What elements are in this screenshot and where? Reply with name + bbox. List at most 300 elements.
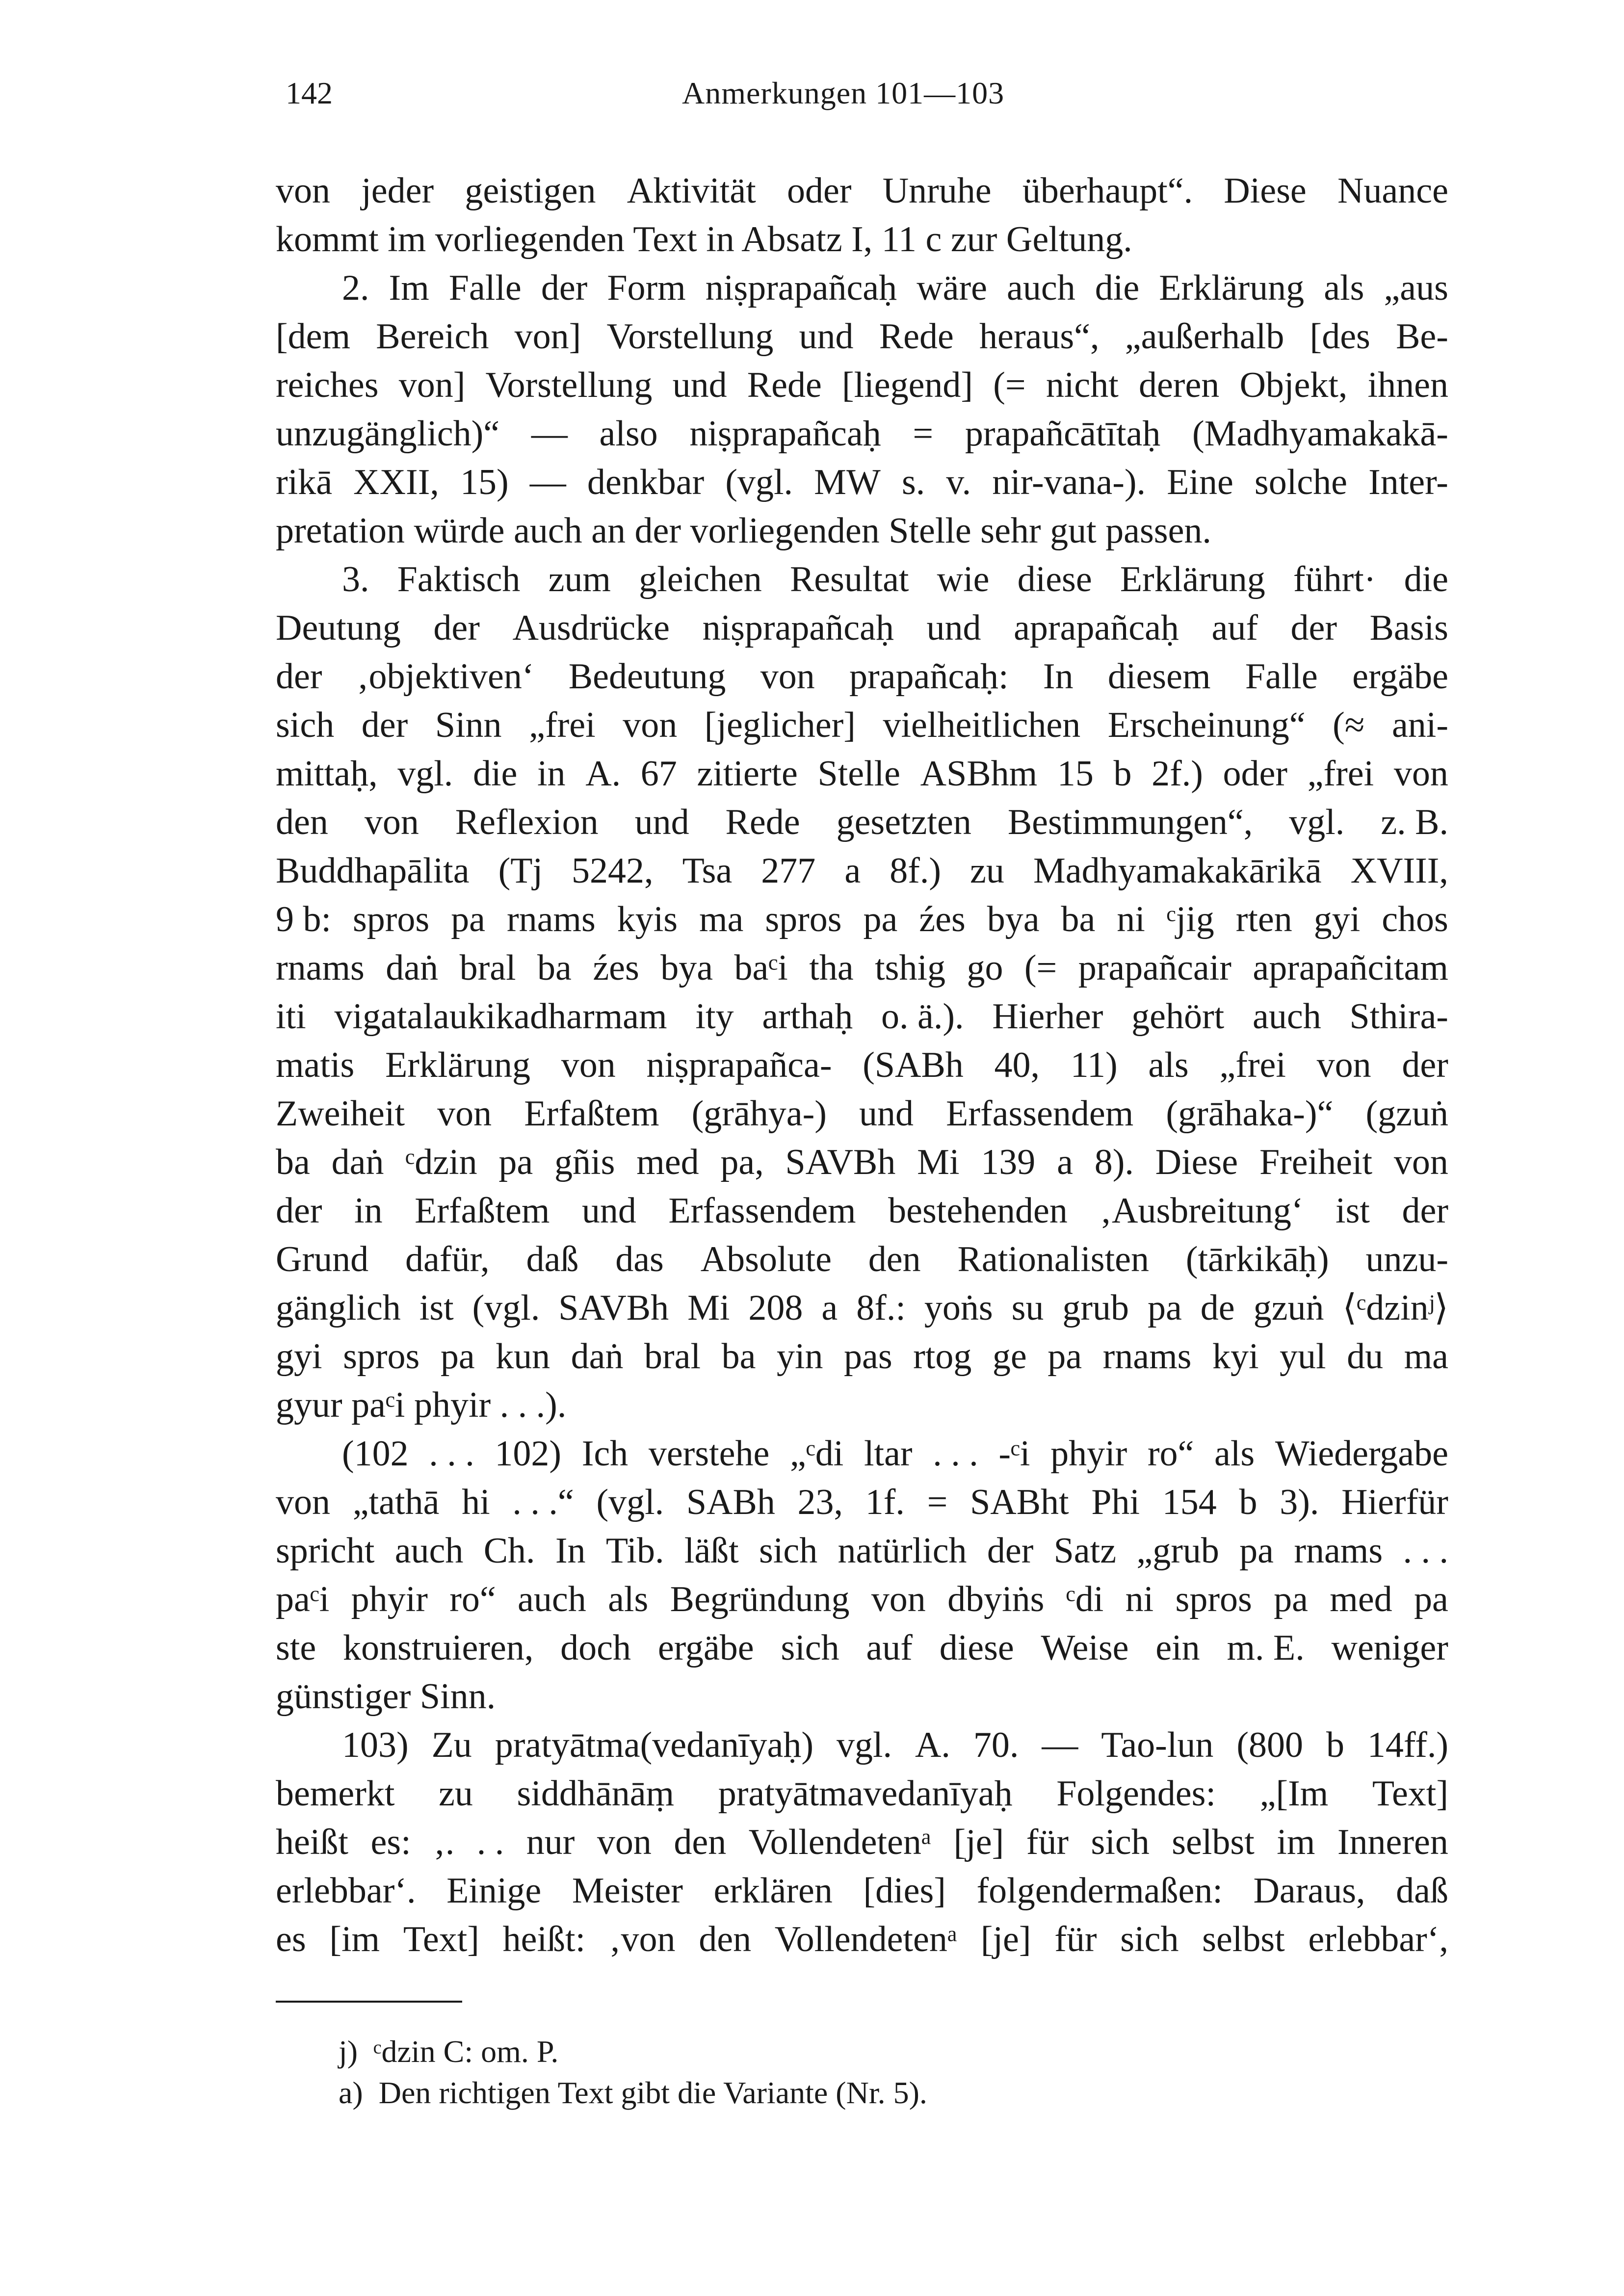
word: ba: [1061, 899, 1096, 939]
text-line: [276, 1575, 1448, 1624]
word: 2f.): [1152, 754, 1203, 794]
word: mittaḥ,: [276, 754, 378, 794]
word: tshig: [875, 948, 946, 988]
word: . . .: [1403, 1531, 1448, 1571]
word: In: [555, 1531, 586, 1571]
word: b: [1326, 1725, 1344, 1765]
word: 5242,: [572, 851, 654, 891]
word: siddhānāṃ: [517, 1774, 675, 1814]
word: von: [561, 1045, 616, 1085]
word: Unruhe: [882, 171, 992, 211]
word: daṅ: [571, 1336, 624, 1377]
word: zum: [548, 559, 611, 600]
word: a: [844, 851, 861, 891]
word: rnams: [276, 948, 365, 988]
word: wie: [937, 559, 990, 600]
word: Madhyamakakārikā: [1033, 851, 1322, 891]
word: „frei: [1307, 754, 1374, 794]
word: Falle: [1245, 656, 1318, 697]
text-line: [276, 1284, 1448, 1332]
word: Vorstellung: [606, 316, 774, 357]
word: (vgl.: [472, 1288, 540, 1328]
word: Erfassendem: [946, 1094, 1134, 1134]
word: spros: [343, 1336, 420, 1377]
word: von: [276, 171, 330, 211]
text-line: [276, 555, 1448, 604]
word: A.: [585, 754, 621, 794]
word: pa,: [720, 1142, 764, 1182]
word: „frei: [529, 705, 596, 745]
word: =: [913, 414, 934, 454]
text-line: [276, 798, 1448, 847]
word: auch: [1007, 268, 1075, 308]
text-line: [276, 215, 1448, 264]
word: —: [529, 462, 566, 502]
word: SAVBh: [558, 1288, 669, 1328]
word: (800: [1236, 1725, 1303, 1765]
word: pa: [1414, 1579, 1448, 1619]
word: med: [636, 1142, 699, 1182]
word: 67: [640, 754, 677, 794]
word: ba: [276, 1142, 310, 1182]
word: von: [623, 705, 678, 745]
word: führt·: [1293, 559, 1376, 600]
word: „[Im: [1259, 1774, 1329, 1814]
word: die: [1404, 559, 1448, 600]
word: für: [1054, 1919, 1097, 1959]
word: . .: [476, 1822, 504, 1862]
word: Erklärung: [385, 1045, 530, 1085]
word: 9 b:: [276, 899, 332, 939]
word: matis: [276, 1045, 355, 1085]
text-line: [276, 1381, 1448, 1430]
word: Hierfür: [1341, 1482, 1448, 1522]
word: Deutung: [276, 608, 401, 648]
word: 8f.): [890, 851, 942, 891]
word: SABht: [970, 1482, 1069, 1522]
word: spros: [1175, 1579, 1252, 1619]
word: yoṅs: [924, 1288, 993, 1328]
word: günstiger Sinn.: [276, 1676, 496, 1717]
word: von: [364, 802, 419, 842]
text-line: [276, 895, 1448, 944]
word: 2.: [342, 268, 369, 308]
word: als: [1148, 1045, 1189, 1085]
text-line: [276, 750, 1448, 798]
word: heißt: [276, 1822, 348, 1862]
word: Erfaßtem: [524, 1094, 659, 1134]
word: pas: [844, 1336, 892, 1377]
text-line: [276, 701, 1448, 750]
word: und: [672, 365, 727, 405]
word: erklären: [713, 1871, 833, 1911]
text-line: [276, 944, 1448, 992]
word: selbst: [1172, 1822, 1255, 1862]
word: źes: [919, 899, 966, 939]
word: daṅ: [386, 948, 439, 988]
word: rnams: [1294, 1531, 1383, 1571]
word: der: [1290, 608, 1337, 648]
word: MW: [814, 462, 881, 502]
text-line: [276, 1235, 1448, 1284]
word: spros: [352, 899, 430, 939]
word: verstehe: [648, 1434, 770, 1474]
word: . . .: [933, 1434, 978, 1474]
word: also: [599, 414, 658, 454]
word: XXII,: [353, 462, 439, 502]
word: yul: [1280, 1336, 1326, 1377]
word: „tathā: [352, 1482, 440, 1522]
word: 23,: [797, 1482, 843, 1522]
word: läßt: [684, 1531, 739, 1571]
word: pretation würde auch an der vorliegenden Stelle sehr gut passen.: [276, 511, 1211, 551]
word: Tib.: [605, 1531, 664, 1571]
word: „aus: [1384, 268, 1448, 308]
text-line: [276, 1818, 1448, 1867]
text-line: [276, 1527, 1448, 1575]
text-line: [276, 1041, 1448, 1090]
word: ⟨ᶜdzinʲ⟩: [1342, 1288, 1448, 1328]
word: 40,: [994, 1045, 1040, 1085]
word: Be-: [1396, 316, 1448, 357]
word: diese: [1017, 559, 1092, 600]
word: ba: [537, 948, 572, 988]
word: ᶜdi: [1066, 1579, 1104, 1619]
word: von: [1393, 1142, 1448, 1182]
word: oder: [1223, 754, 1288, 794]
word: erlebbar‘.: [276, 1871, 416, 1911]
word: zu: [439, 1774, 473, 1814]
text-line: [276, 652, 1448, 701]
word: 139: [981, 1142, 1036, 1182]
word: der: [987, 1531, 1034, 1571]
word: der: [276, 1191, 322, 1231]
word: Faktisch: [397, 559, 521, 600]
word: es:: [370, 1822, 411, 1862]
word: [jeglicher]: [704, 705, 856, 745]
word: Daraus,: [1253, 1871, 1365, 1911]
word: sich: [1091, 1822, 1150, 1862]
word: für: [1026, 1822, 1069, 1862]
word: (vgl.: [725, 462, 793, 502]
word: bral: [459, 948, 516, 988]
word: unzu-: [1365, 1239, 1448, 1279]
word: (grāhya-): [691, 1094, 827, 1134]
word: gñis: [554, 1142, 615, 1182]
word: niṣprapañcaḥ: [705, 268, 897, 308]
word: v.: [946, 462, 971, 502]
word: Text]: [1372, 1774, 1448, 1814]
text-line: [276, 1867, 1448, 1915]
word: Vollendetenᵃ: [774, 1919, 958, 1959]
text-line: [276, 264, 1448, 313]
word: der: [1402, 1191, 1448, 1231]
word: (vgl.: [596, 1482, 664, 1522]
word: von: [1393, 754, 1448, 794]
text-line: [276, 1672, 1448, 1721]
text-line: [276, 847, 1448, 895]
word: im: [1277, 1822, 1315, 1862]
word: das: [615, 1239, 664, 1279]
word: . . .“: [512, 1482, 574, 1522]
text-line: [276, 361, 1448, 410]
word: ‚.: [433, 1822, 455, 1862]
word: denkbar: [587, 462, 705, 502]
word: selbst: [1202, 1919, 1285, 1959]
word: es: [276, 1919, 306, 1959]
word: von: [1316, 1045, 1371, 1085]
word: su: [1011, 1288, 1044, 1328]
word: —: [1042, 1725, 1078, 1765]
text-line: [276, 1624, 1448, 1672]
word: =: [927, 1482, 948, 1522]
word: 102): [495, 1434, 562, 1474]
word: vielheitlichen: [883, 705, 1081, 745]
word: Form: [607, 268, 686, 308]
word: de: [1200, 1288, 1235, 1328]
word: von: [276, 1482, 330, 1522]
word: 1f.: [865, 1482, 905, 1522]
word: paᶜi: [276, 1579, 330, 1619]
word: XVIII,: [1350, 851, 1448, 891]
word: ro“: [449, 1579, 496, 1619]
word: den: [276, 802, 328, 842]
word: prapañcair: [1078, 948, 1231, 988]
word: rnams: [506, 899, 596, 939]
word: 14ff.): [1367, 1725, 1448, 1765]
word: vgl.: [836, 1725, 892, 1765]
word: Begründung: [670, 1579, 850, 1619]
word: Sthira-: [1349, 996, 1448, 1037]
word: Mi: [687, 1288, 730, 1328]
word: vgl.: [1289, 802, 1345, 842]
text-line: [276, 1770, 1448, 1818]
word: rten: [1235, 899, 1292, 939]
text-line: [276, 1915, 1448, 1964]
word: baᶜi: [734, 948, 788, 988]
word: In: [1043, 656, 1074, 697]
word: Folgendes:: [1056, 1774, 1216, 1814]
text-line: [276, 604, 1448, 652]
word: ma: [699, 899, 744, 939]
word: „außerhalb: [1125, 316, 1284, 357]
word: Tsa: [682, 851, 733, 891]
word: phyir: [1050, 1434, 1127, 1474]
word: Resultat: [789, 559, 909, 600]
word: Mi: [917, 1142, 960, 1182]
word: iti: [276, 996, 306, 1037]
text-line: [276, 313, 1448, 361]
word: daṅ: [331, 1142, 384, 1182]
word: Bestimmungen“,: [1007, 802, 1253, 842]
word: ro“: [1147, 1434, 1194, 1474]
word: bemerkt: [276, 1774, 395, 1814]
word: o. ä.).: [881, 996, 964, 1037]
footnote-divider: [276, 2001, 462, 2003]
word: Ausdrücke: [512, 608, 670, 648]
word: Im: [389, 268, 429, 308]
word: spricht: [276, 1531, 375, 1571]
word: ihnen: [1367, 365, 1448, 405]
word: Tao-lun: [1101, 1725, 1214, 1765]
word: (Tj: [498, 851, 543, 891]
word: Basis: [1369, 608, 1448, 648]
word: „ᶜdi: [789, 1434, 844, 1474]
word: Phi: [1091, 1482, 1140, 1522]
text-line: [276, 507, 1448, 555]
word: als: [1214, 1434, 1255, 1474]
word: solche: [1254, 462, 1347, 502]
word: niṣprapañcaḥ: [689, 414, 881, 454]
word: yin: [776, 1336, 823, 1377]
word: gyi: [276, 1336, 322, 1377]
word: prapañcātītaḥ: [965, 414, 1161, 454]
word: 277: [761, 851, 816, 891]
word: —: [531, 414, 568, 454]
word: den: [699, 1919, 752, 1959]
word: (=: [1024, 948, 1057, 988]
word: 208: [748, 1288, 803, 1328]
word: folgendermaßen:: [976, 1871, 1223, 1911]
text-line: [276, 1187, 1448, 1235]
word: ergäbe: [657, 1628, 754, 1668]
word: doch: [560, 1628, 631, 1668]
word: natürlich: [838, 1531, 967, 1571]
word: auf: [1211, 608, 1258, 648]
word: Bedeutung: [568, 656, 726, 697]
word: prapañcaḥ:: [849, 656, 1009, 697]
text-line: [276, 1430, 1448, 1478]
text-line: [276, 1090, 1448, 1138]
page-header: [276, 74, 1448, 113]
word: 3).: [1280, 1482, 1319, 1522]
word: go: [967, 948, 1003, 988]
word: pratyātma(vedanīyaḥ): [495, 1725, 813, 1765]
word: Sinn: [435, 705, 502, 745]
word: Zu: [431, 1725, 472, 1765]
word: grub: [1062, 1288, 1129, 1328]
word: der: [1402, 1045, 1448, 1085]
word: kun: [496, 1336, 550, 1377]
word: Erklärung: [1120, 559, 1265, 600]
word: SAVBh: [785, 1142, 896, 1182]
word: ist: [419, 1288, 454, 1328]
word: pa: [498, 1142, 533, 1182]
word: gleichen: [639, 559, 762, 600]
word: von: [871, 1579, 926, 1619]
word: Rationalisten: [957, 1239, 1149, 1279]
word: du: [1347, 1336, 1384, 1377]
body-text: [276, 167, 1448, 1964]
word: Reflexion: [455, 802, 599, 842]
word: reiches: [276, 365, 379, 405]
word: den: [674, 1822, 727, 1862]
word: m. E.: [1227, 1628, 1305, 1668]
word: (Madhyamakakā-: [1192, 414, 1448, 454]
word: zu: [970, 851, 1004, 891]
word: Meister: [572, 1871, 683, 1911]
word: spros: [765, 899, 842, 939]
word: sich: [1120, 1919, 1179, 1959]
word: Einige: [446, 1871, 542, 1911]
word: in: [537, 754, 566, 794]
word: aprapañcitam: [1253, 948, 1448, 988]
word: -ᶜi: [998, 1434, 1030, 1474]
word: gyi: [1313, 899, 1361, 939]
word: auch: [1253, 996, 1321, 1037]
word: ᶜjig: [1166, 899, 1214, 939]
word: unzugänglich)“: [276, 414, 500, 454]
word: Diese: [1224, 171, 1307, 211]
word: b: [1239, 1482, 1257, 1522]
word: ein: [1155, 1628, 1200, 1668]
word: von: [597, 1822, 652, 1862]
word: rnams: [1102, 1336, 1192, 1377]
word: pratyātmavedanīyaḥ: [718, 1774, 1013, 1814]
word: die: [1095, 268, 1140, 308]
word: überhaupt“.: [1022, 171, 1193, 211]
word: vigatalaukikadharmam: [334, 996, 667, 1037]
word: Rede: [725, 802, 800, 842]
word: a: [821, 1288, 838, 1328]
footnote-a: a) Den richtigen Text gibt die Variante (Nr. 5).: [339, 2075, 927, 2110]
word: aprapañcaḥ: [1014, 608, 1179, 648]
text-line: [276, 167, 1448, 215]
word: und: [926, 608, 981, 648]
word: ni: [1117, 899, 1145, 939]
word: kommt im vorliegenden Text in Absatz I, 11 c zur Geltung.: [276, 219, 1132, 260]
word: bral: [644, 1336, 701, 1377]
word: [dies]: [863, 1871, 946, 1911]
word: der: [541, 268, 588, 308]
word: wäre: [917, 268, 987, 308]
word: 15): [460, 462, 509, 502]
word: Rede: [879, 316, 954, 357]
word: Weise: [1041, 1628, 1129, 1668]
word: und: [799, 316, 854, 357]
word: Falle: [448, 268, 522, 308]
text-line: [276, 992, 1448, 1041]
word: Diese: [1155, 1142, 1238, 1182]
word: als: [608, 1579, 649, 1619]
word: Aktivität: [627, 171, 756, 211]
word: pa: [1048, 1336, 1082, 1377]
word: ‚Ausbreitung‘: [1100, 1191, 1304, 1231]
word: „frei: [1219, 1045, 1286, 1085]
word: Vorstellung: [485, 365, 653, 405]
word: Eine: [1167, 462, 1233, 502]
word: Absolute: [700, 1239, 832, 1279]
word: nicht: [1046, 365, 1119, 405]
word: Inneren: [1337, 1822, 1448, 1862]
word: diese: [939, 1628, 1014, 1668]
word: (SABh: [863, 1045, 964, 1085]
word: Rede: [747, 365, 822, 405]
word: und: [581, 1191, 636, 1231]
word: (gzuṅ: [1365, 1094, 1448, 1134]
word: hi: [462, 1482, 490, 1522]
word: rtog: [913, 1336, 972, 1377]
word: dbyiṅs: [947, 1579, 1045, 1619]
word: s.: [901, 462, 925, 502]
word: auf: [866, 1628, 913, 1668]
word: als: [1324, 268, 1364, 308]
word: a: [1057, 1142, 1073, 1182]
word: (tārkikāḥ): [1185, 1239, 1329, 1279]
word: kyi: [1212, 1336, 1259, 1377]
word: Ich: [581, 1434, 629, 1474]
word: z. B.: [1381, 802, 1448, 842]
